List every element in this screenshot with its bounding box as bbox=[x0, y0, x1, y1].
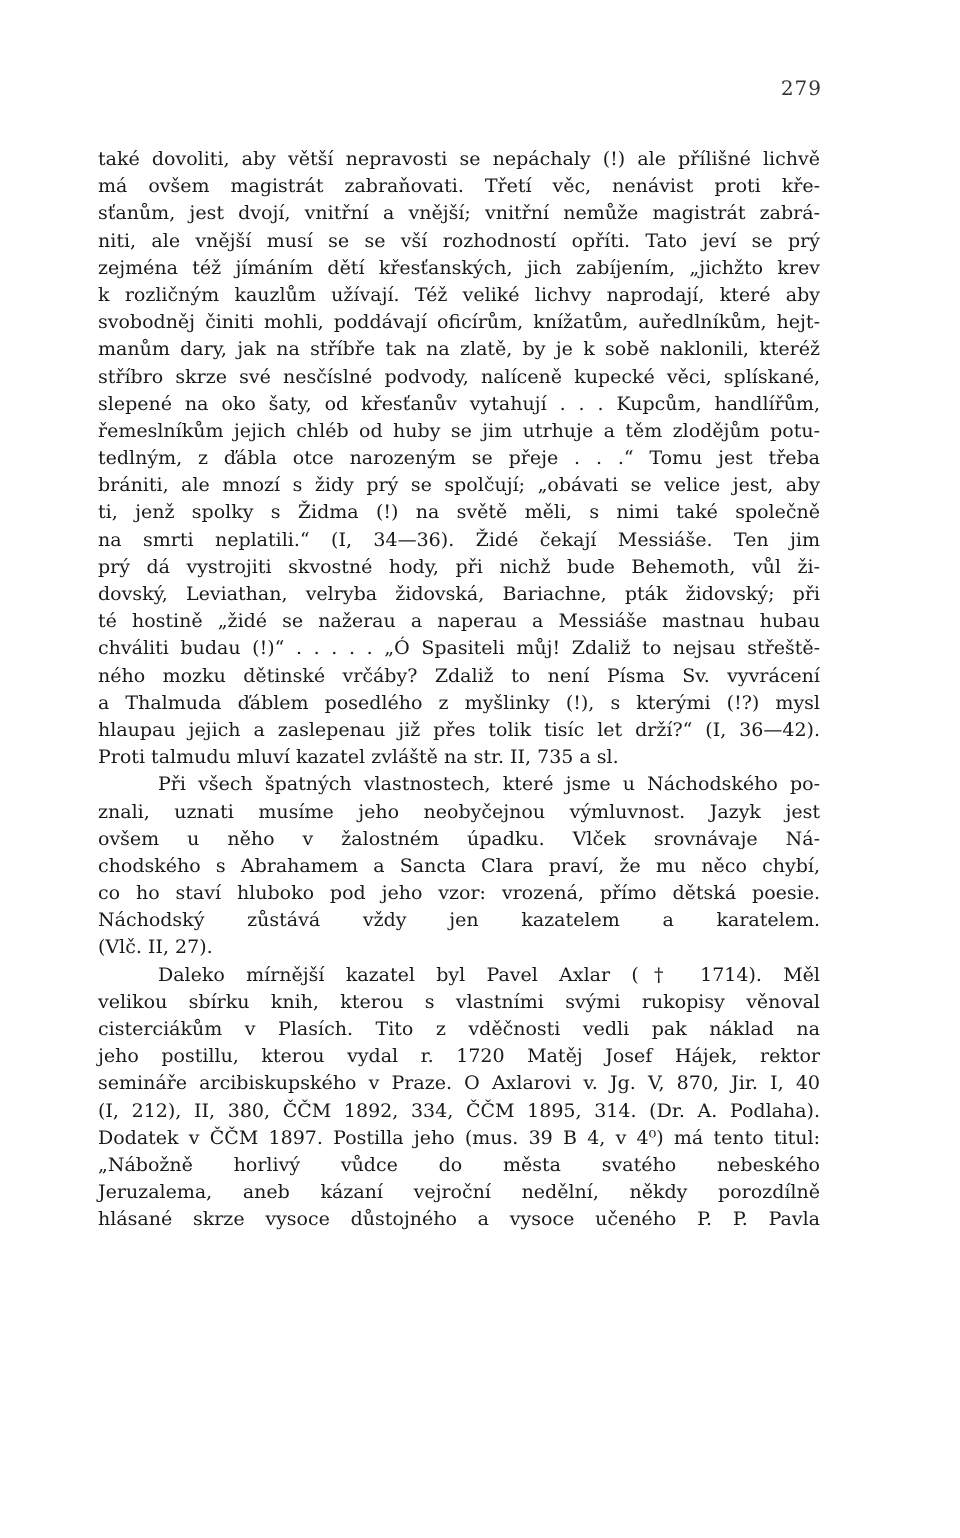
text-line: chodského s Abrahamem a Sancta Clara praví, že mu něco chybí, bbox=[98, 854, 820, 877]
text-line: brániti, ale mnozí s židy prý se spolčují; „obávati se velice jest, aby bbox=[98, 474, 820, 497]
text-line: má ovšem magistrát zabraňovati. Třetí věc, nenávist proti kře- bbox=[98, 175, 820, 198]
text-line: hlaupau jejich a zaslepenau již přes tolik tisíc let drží?“ (I, 36—42). bbox=[98, 718, 820, 741]
text-line: řemeslníkům jejich chléb od huby se jim utrhuje a těm zlodějům potu- bbox=[98, 419, 820, 442]
page-number: 279 bbox=[780, 76, 822, 100]
text-line: a Thalmuda ďáblem posedlého z myšlinky (!), s kterými (!?) mysl bbox=[98, 691, 820, 714]
text-line: znali, uznati musíme jeho neobyčejnou výmluvnost. Jazyk jest bbox=[98, 800, 820, 823]
text-line: svobodněj činiti mohli, poddávají oficírům, knížatům, auředlníkům, hejt- bbox=[98, 311, 820, 334]
text-line: „Nábožně horlivý vůdce do města svatého nebeského bbox=[98, 1153, 820, 1176]
text-line: velikou sbírku knih, kterou s vlastními svými rukopisy věnoval bbox=[98, 990, 820, 1013]
text-line: (Vlč. II, 27). bbox=[98, 936, 213, 959]
text-line: té hostině „židé se nažerau a naperau a Messiáše mastnau hubau bbox=[98, 610, 820, 633]
text-line: Dodatek v ČČM 1897. Postilla jeho (mus. 39 B 4, v 4⁰) má tento titul: bbox=[98, 1126, 820, 1149]
text-line: také dovoliti, aby větší nepravosti se nepáchaly (!) ale přílišné lichvě bbox=[98, 148, 820, 170]
text-line: niti, ale vnější musí se se vší rozhodností opříti. Tato jeví se prý bbox=[98, 229, 820, 252]
text-line: Jeruzalema, aneb kázaní vejroční nedělní, někdy porozdílně bbox=[98, 1181, 820, 1204]
text-line: na smrti neplatili.“ (I, 34—36). Židé čekají Messiáše. Ten jim bbox=[98, 528, 820, 551]
text-line: semináře arcibiskupského v Praze. O Axlarovi v. Jg. V, 870, Jir. I, 40 bbox=[98, 1072, 820, 1095]
text-line: (I, 212), II, 380, ČČM 1892, 334, ČČM 1895, 314. (Dr. A. Podlaha). bbox=[98, 1099, 820, 1122]
text-line: cisterciákům v Plasích. Tito z vděčnosti vedli pak náklad na bbox=[98, 1018, 820, 1040]
text-line: stříbro skrze své nesčíslné podvody, nalíceně kupecké věci, splískané, bbox=[98, 365, 820, 388]
text-line: hlásané skrze vysoce důstojného a vysoce učeného P. P. Pavla bbox=[98, 1208, 820, 1231]
text-line: prý dá vystrojiti skvostné hody, při nichž bude Behemoth, vůl ži- bbox=[98, 555, 820, 578]
text-line: slepené na oko šaty, od křesťanův vytahují . . . Kupcům, handlířům, bbox=[98, 392, 820, 415]
text-line: co ho staví hluboko pod jeho vzor: vrozená, přímo dětská poesie. bbox=[98, 882, 820, 905]
text-line: zejména též jímáním dětí křesťanských, jich zabíjením, „jichžto krev bbox=[98, 256, 820, 279]
text-line: Náchodský zůstává vždy jen kazatelem a karatelem. bbox=[98, 909, 820, 932]
text-line: jeho postillu, kterou vydal r. 1720 Matěj Josef Hájek, rektor bbox=[98, 1045, 820, 1068]
text-line: Daleko mírnější kazatel byl Pavel Axlar († 1714). Měl bbox=[158, 963, 820, 986]
text-line: ovšem u něho v žalostném úpadku. Vlček srovnávaje Ná- bbox=[98, 827, 820, 850]
text-line: ti, jenž spolky s Židma (!) na světě měli, s nimi také společně bbox=[98, 501, 820, 524]
text-line: Proti talmudu mluví kazatel zvláště na str. II, 735 a sl. bbox=[98, 746, 619, 769]
text-line: dovský, Leviathan, velryba židovská, Bariachne, pták židovský; při bbox=[98, 583, 820, 605]
text-line: sťanům, jest dvojí, vnitřní a vnější; vnitřní nemůže magistrát zabrá- bbox=[98, 202, 820, 225]
text-line: ného mozku dětinské vrčáby? Zdaliž to není Písma Sv. vyvrácení bbox=[98, 664, 820, 687]
text-line: k rozličným kauzlům užívají. Též veliké lichvy naprodají, které aby bbox=[98, 283, 820, 306]
text-line: manům dary, jak na stříbře tak na zlatě, by je k sobě naklonili, kteréž bbox=[98, 338, 820, 361]
text-line: chváliti budau (!)“ . . . . . „Ó Spasiteli můj! Zdaliž to nejsau střeště- bbox=[98, 637, 820, 660]
page-text bbox=[98, 146, 820, 1234]
text-line: tedlným, z ďábla otce narozeným se přeje . . .“ Tomu jest třeba bbox=[98, 447, 820, 470]
text-line: Při všech špatných vlastnostech, které jsme u Náchodského po- bbox=[158, 773, 820, 796]
